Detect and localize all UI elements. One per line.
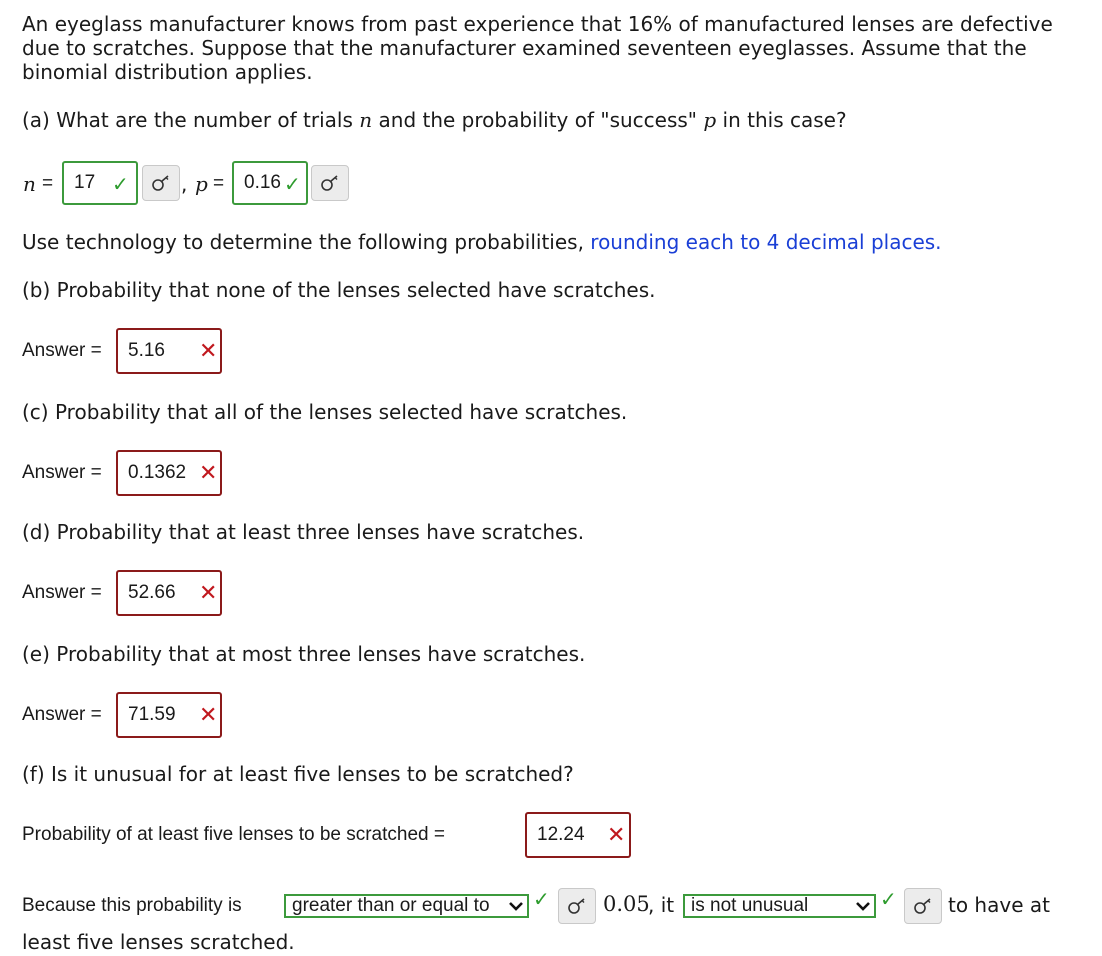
it-text: , it [648, 893, 675, 917]
answer-label: Answer = [22, 462, 102, 483]
comparison-correct-mark: ✓ [533, 887, 550, 911]
p-variable: p [195, 172, 208, 196]
rounding-note: rounding each to 4 decimal places. [590, 230, 942, 254]
p-equals: = [213, 173, 225, 194]
answer-f-incorrect-mark: ✕ [607, 823, 626, 848]
n-correct-mark: ✓ [112, 172, 129, 196]
key-icon[interactable] [142, 165, 180, 201]
part-e-question: (e) Probability that at most three lenses have scratches. [22, 642, 586, 666]
answer-b-input[interactable]: 5.16 [116, 328, 222, 374]
chevron-down-icon [509, 901, 523, 911]
part-c-question: (c) Probability that all of the lenses selected have scratches. [22, 400, 628, 424]
answer-label: Answer = [22, 704, 102, 725]
answer-d-input[interactable]: 52.66 [116, 570, 222, 616]
answer-label: Answer = [22, 582, 102, 603]
answer-c-incorrect-mark: ✕ [199, 461, 218, 486]
instructions: Use technology to determine the following probabilities, rounding each to 4 decimal places. [22, 230, 942, 254]
answer-e-input[interactable]: 71.59 [116, 692, 222, 738]
answer-label: Answer = [22, 340, 102, 361]
problem-intro: An eyeglass manufacturer knows from past experience that 16% of manufactured lenses are defective due to scratches. Suppose that the manufacturer examined seventeen eyeglasses. Assume that the binomial distribution applies. [22, 12, 1053, 84]
comma: , [181, 172, 188, 196]
p-input[interactable]: 0.16 [232, 161, 308, 205]
unusual-select[interactable]: is not unusual [683, 894, 876, 918]
suffix-text: to have at [948, 893, 1050, 917]
probability-label: Probability of at least five lenses to be scratched = [22, 824, 445, 845]
n-equals: = [42, 173, 54, 194]
suffix-line2: least five lenses scratched. [22, 930, 295, 954]
key-icon[interactable] [311, 165, 349, 201]
key-icon[interactable] [558, 888, 596, 924]
answer-f-input[interactable]: 12.24 [525, 812, 631, 858]
because-text: Because this probability is [22, 895, 242, 916]
n-input[interactable]: 17 [62, 161, 138, 205]
n-variable: n [23, 172, 36, 196]
answer-b-incorrect-mark: ✕ [199, 339, 218, 364]
unusual-correct-mark: ✓ [880, 887, 897, 911]
part-b-question: (b) Probability that none of the lenses selected have scratches. [22, 278, 656, 302]
chevron-down-icon [856, 901, 870, 911]
comparison-select[interactable]: greater than or equal to [284, 894, 529, 918]
p-correct-mark: ✓ [284, 172, 301, 196]
answer-e-incorrect-mark: ✕ [199, 703, 218, 728]
answer-c-input[interactable]: 0.1362 [116, 450, 222, 496]
answer-d-incorrect-mark: ✕ [199, 581, 218, 606]
part-f-question: (f) Is it unusual for at least five lenses to be scratched? [22, 762, 574, 786]
key-icon[interactable] [904, 888, 942, 924]
part-a-question: (a) What are the number of trials n and the probability of "success" p in this case? [22, 108, 847, 132]
part-d-question: (d) Probability that at least three lenses have scratches. [22, 520, 585, 544]
threshold-value: 0.05 [603, 892, 650, 916]
